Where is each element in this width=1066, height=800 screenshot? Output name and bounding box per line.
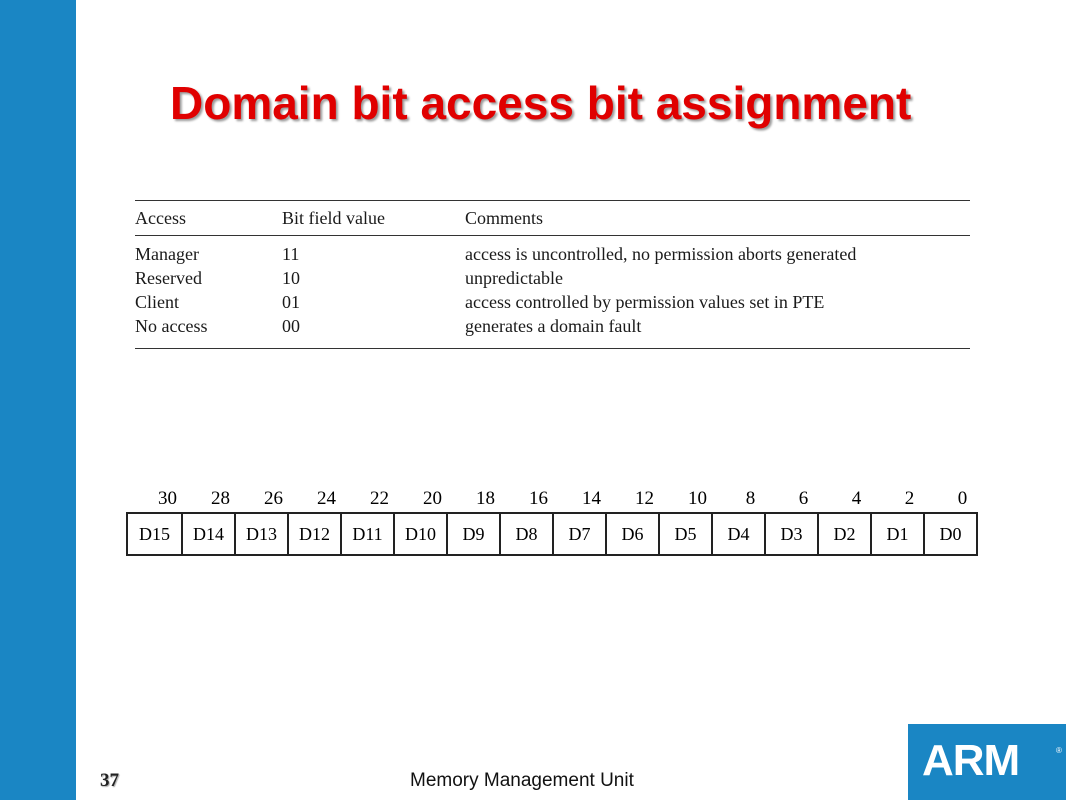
domain-field-d9: D9	[446, 514, 499, 554]
bit-number-label: 2	[904, 488, 915, 509]
arm-logo-text: ARM	[922, 736, 1020, 785]
domain-field-d5: D5	[658, 514, 711, 554]
arm-logo	[908, 724, 1066, 800]
access-cell: Client	[135, 292, 179, 312]
bit-number-label: 14	[582, 488, 601, 509]
domain-field-d12: D12	[287, 514, 340, 554]
bit-number-label: 18	[476, 488, 495, 509]
domain-field-d15: D15	[139, 524, 170, 544]
domain-field-d8: D8	[499, 514, 552, 554]
domain-field-d2: D2	[817, 514, 870, 554]
bit-field-cell: 00	[282, 316, 300, 336]
domain-field-d7: D7	[552, 514, 605, 554]
domain-access-register	[126, 512, 978, 556]
bit-number-label: 6	[798, 488, 809, 509]
bit-number-label: 26	[264, 488, 283, 509]
domain-field-d3: D3	[764, 514, 817, 554]
comment-cell: generates a domain fault	[465, 316, 642, 336]
bit-number-label: 24	[317, 488, 336, 509]
domain-field-d1: D1	[870, 514, 923, 554]
table-row	[135, 266, 970, 290]
registered-mark-icon: ®	[1056, 746, 1062, 755]
left-accent-bar	[0, 0, 76, 800]
table-row	[135, 314, 970, 338]
bit-number-label: 4	[851, 488, 862, 509]
table-header-row	[135, 201, 970, 235]
comment-cell: access is uncontrolled, no permission aborts generated	[465, 244, 857, 264]
table-row	[135, 242, 970, 266]
bit-number-label: 8	[745, 488, 756, 509]
bit-number-label: 20	[423, 488, 442, 509]
bit-number-label: 12	[635, 488, 654, 509]
slide-number: 37	[100, 770, 119, 791]
table-row	[135, 290, 970, 314]
domain-field-d14: D14	[181, 514, 234, 554]
bit-number-label: 28	[211, 488, 230, 509]
bit-number-label: 16	[529, 488, 548, 509]
table-bottom-rule	[135, 348, 970, 349]
access-cell: No access	[135, 316, 208, 336]
bit-field-cell: 01	[282, 292, 300, 312]
comment-cell: access controlled by permission values set in PTE	[465, 292, 825, 312]
domain-field-d0: D0	[923, 514, 976, 554]
bit-number-label: 30	[158, 488, 177, 509]
domain-field-d4: D4	[711, 514, 764, 554]
table-body	[135, 236, 970, 348]
header-comments: Comments	[465, 208, 544, 228]
bit-number-label: 22	[370, 488, 389, 509]
bit-number-label: 0	[957, 488, 968, 509]
bit-field-cell: 10	[282, 268, 300, 288]
domain-field-d10: D10	[393, 514, 446, 554]
slide-title: Domain bit access bit assignment	[170, 77, 912, 129]
domain-access-table	[135, 200, 970, 349]
bit-number-label: 10	[688, 488, 707, 509]
header-access: Access	[135, 208, 186, 228]
access-cell: Reserved	[135, 268, 202, 288]
domain-field-d11: D11	[340, 514, 393, 554]
comment-cell: unpredictable	[465, 268, 563, 288]
domain-field-d13: D13	[234, 514, 287, 554]
bit-position-labels	[127, 488, 1007, 512]
access-cell: Manager	[135, 244, 199, 264]
domain-field-d6: D6	[605, 514, 658, 554]
footer-title: Memory Management Unit	[410, 770, 634, 791]
header-bit-field-value: Bit field value	[282, 208, 385, 228]
bit-field-cell: 11	[282, 244, 300, 264]
